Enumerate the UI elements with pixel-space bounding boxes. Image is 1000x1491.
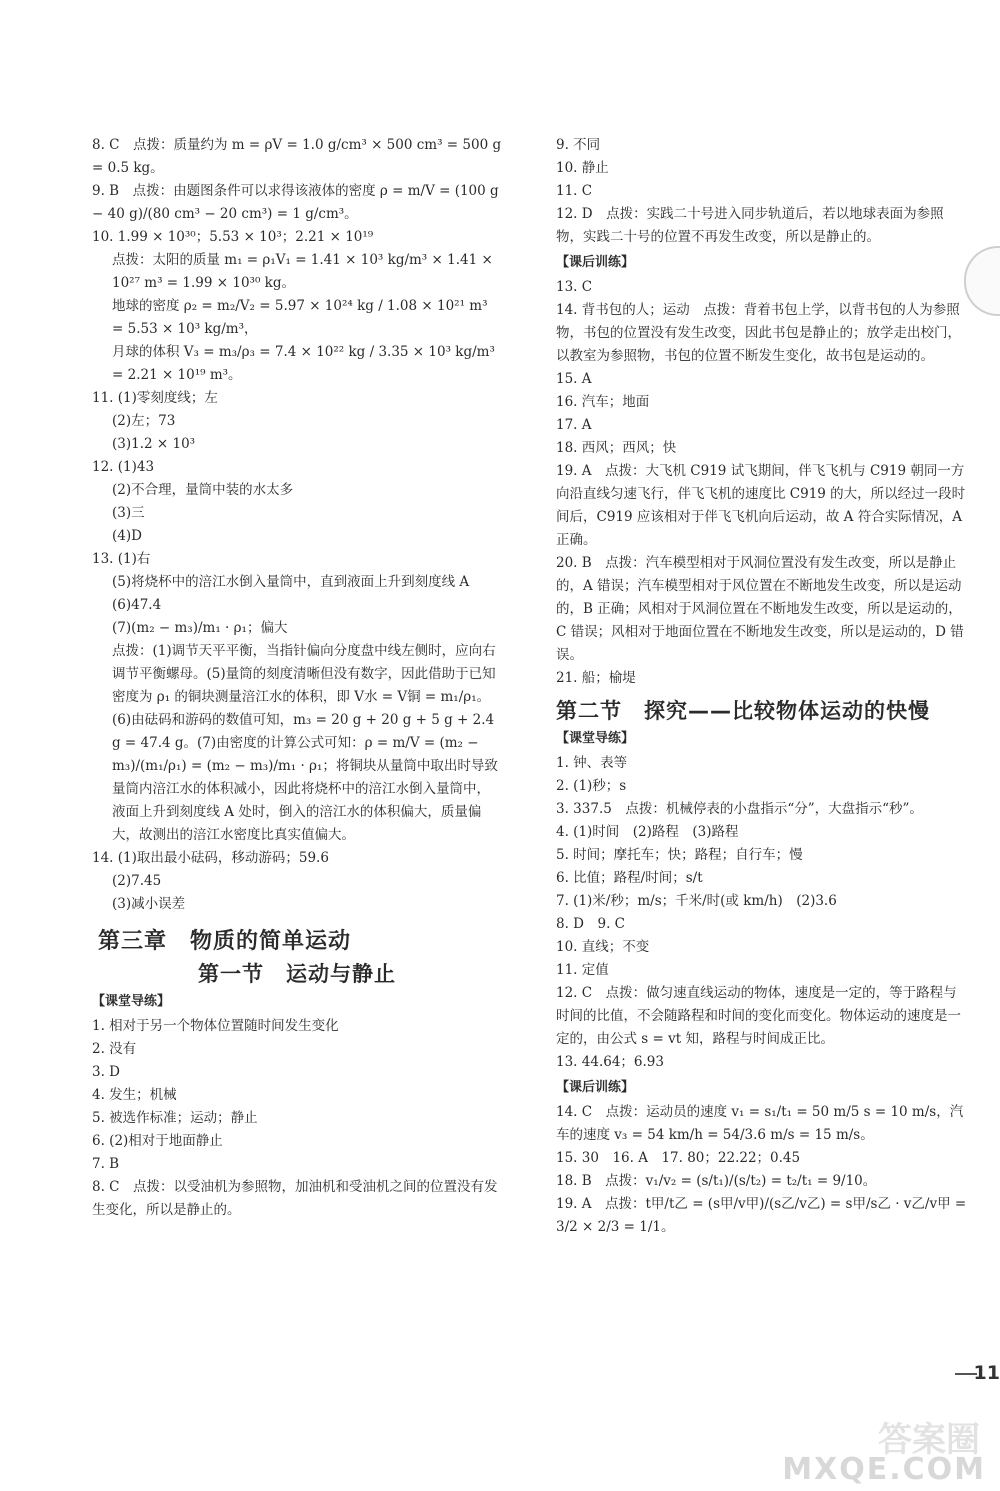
right-item-25: 11. 定值 [556, 962, 609, 978]
left-section-22: 第一节 运动与静止 [198, 962, 396, 986]
left-sub-15: (6)47.4 [112, 597, 162, 613]
left-item-13: 13. (1)右 [92, 551, 151, 567]
right-item-18: 3. 337.5 点拨：机械停表的小盘指示“分”，大盘指示“秒”。 [556, 801, 923, 817]
right-item-11: 19. A 点拨：大飞机 C919 试飞期间，伴飞飞机与 C919 朝同一方向沿直线匀速飞行，伴飞飞机的速度比 C919 的大，所以经过一段时间后，C919 应该相对于伴飞飞机向后运动，故 A 符合实际情况，A 正确。 [556, 463, 966, 548]
left-item-29: 6. (2)相对于地面静止 [92, 1133, 223, 1149]
left-item-27: 4. 发生；机械 [92, 1087, 177, 1103]
left-chapter-21: 第三章 物质的简单运动 [98, 929, 352, 954]
right-tag-15: 【课堂导练】 [556, 731, 635, 746]
left-item-6: 11. (1)零刻度线；左 [92, 390, 218, 406]
right-item-32: 19. A 点拨：t甲/t乙 = (s甲/v甲)/(s乙/v乙) = s甲/s乙 · v乙/v甲 = 3/2 × 2/3 = 1/1。 [556, 1196, 967, 1235]
right-tag-4: 【课后训练】 [556, 255, 635, 270]
right-item-0: 9. 不同 [556, 137, 601, 153]
right-item-23: 8. D 9. C [556, 916, 625, 932]
left-sub-14: (5)将烧杯中的涪江水倒入量筒中，直到液面上升到刻度线 A [112, 574, 470, 590]
left-sub-5: 月球的体积 V₃ = m₃/ρ₃ = 7.4 × 10²² kg / 3.35 × 10³ kg/m³ = 2.21 × 10¹⁹ m³。 [112, 344, 495, 383]
left-item-18: 14. (1)取出最小砝码，移动游码；59.6 [92, 850, 329, 866]
right-item-1: 10. 静止 [556, 160, 609, 176]
left-sub-16: (7)(m₂ − m₃)/m₁ · ρ₁；偏大 [112, 620, 288, 636]
right-item-9: 17. A [556, 417, 592, 433]
right-item-3: 12. D 点拨：实践二十号进入同步轨道后，若以地球表面为参照物，实践二十号的位置不再发生改变，所以是静止的。 [556, 206, 944, 245]
left-item-28: 5. 被选作标准；运动；静止 [92, 1110, 258, 1126]
right-item-24: 10. 直线；不变 [556, 939, 650, 955]
left-sub-17: 点拨：(1)调节天平平衡，当指针偏向分度盘中线左侧时，应向右调节平衡螺母。(5)量筒的刻度清晰但没有数字，因此借助于已知密度为 ρ₁ 的铜块测量涪江水的体积，即 V水 = V铜 = m₁/ρ₁。(6)由砝码和游码的数值可知，m₃ = 20 g + 20 g + 5 g + 2.4 g = 47.4 g。(7)由密度的计算公式可知：ρ = m/V = (m₂ − m₃)/(m₁/ρ₁) = (m₂ − m₃)/m₁ · ρ₁；将铜块从量筒中取出时导致量筒内涪江水的体积减小，因此将烧杯中的涪江水倒入量筒中，液面上升到刻度线 A 处时，倒入的涪江水的体积偏大，质量偏大，故测出的涪江水密度比真实值偏大。 [112, 643, 498, 843]
right-item-10: 18. 西风；西风；快 [556, 440, 677, 456]
left-sub-12: (4)D [112, 528, 142, 544]
right-item-19: 4. (1)时间 (2)路程 (3)路程 [556, 824, 739, 840]
left-sub-20: (3)减小误差 [112, 896, 186, 912]
right-item-5: 13. C [556, 279, 593, 295]
right-item-16: 1. 钟、表等 [556, 755, 628, 771]
right-item-30: 15. 30 16. A 17. 80；22.22；0.45 [556, 1150, 801, 1166]
left-tag-23: 【课堂导练】 [92, 994, 171, 1009]
right-item-20: 5. 时间；摩托车；快；路程；自行车；慢 [556, 847, 803, 863]
right-item-12: 20. B 点拨：汽车模型相对于风洞位置没有发生改变，所以是静止的，A 错误；汽车模型相对于风位置在不断地发生改变，所以是运动的，B 正确；风相对于风洞位置在不断地发生改变，所以是运动的，C 错误；风相对于地面位置在不断地发生改变，所以是运动的，D 错误。 [556, 555, 964, 663]
right-item-29: 14. C 点拨：运动员的速度 v₁ = s₁/t₁ = 50 m/5 s = 10 m/s，汽车的速度 v₃ = 54 km/h = 54/3.6 m/s = 15 m/s。 [556, 1104, 964, 1143]
right-item-7: 15. A [556, 371, 592, 387]
right-item-22: 7. (1)米/秒；m/s；千米/时(或 km/h) (2)3.6 [556, 893, 837, 909]
left-item-30: 7. B [92, 1156, 120, 1172]
left-sub-4: 地球的密度 ρ₂ = m₂/V₂ = 5.97 × 10²⁴ kg / 1.08 × 10²¹ m³ = 5.53 × 10³ kg/m³， [112, 298, 488, 337]
right-item-2: 11. C [556, 183, 593, 199]
left-sub-3: 点拨：太阳的质量 m₁ = ρ₁V₁ = 1.41 × 10³ kg/m³ × 1.41 × 10²⁷ m³ = 1.99 × 10³⁰ kg。 [112, 252, 493, 291]
right-item-31: 18. B 点拨：v₁/v₂ = (s/t₁)/(s/t₂) = t₂/t₁ = 9/10。 [556, 1173, 877, 1189]
right-item-26: 12. C 点拨：做匀速直线运动的物体，速度是一定的，等于路程与时间的比值，不会随路程和时间的变化而变化。物体运动的速度是一定的，由公式 s = vt 知，路程与时间成正比。 [556, 985, 961, 1047]
page-number: 11 [973, 1362, 1000, 1384]
left-item-0: 8. C 点拨：质量约为 m = ρV = 1.0 g/cm³ × 500 cm³ = 500 g = 0.5 kg。 [92, 137, 502, 176]
left-item-24: 1. 相对于另一个物体位置随时间发生变化 [92, 1018, 339, 1034]
right-item-8: 16. 汽车；地面 [556, 394, 650, 410]
left-sub-19: (2)7.45 [112, 873, 162, 889]
left-sub-11: (3)三 [112, 505, 145, 521]
left-item-1: 9. B 点拨：由题图条件可以求得该液体的密度 ρ = m/V = (100 g − 40 g)/(80 cm³ − 20 cm³) = 1 g/cm³。 [92, 183, 499, 222]
right-item-27: 13. 44.64；6.93 [556, 1054, 664, 1070]
left-column [92, 134, 502, 1222]
right-tag-28: 【课后训练】 [556, 1080, 635, 1095]
left-item-2: 10. 1.99 × 10³⁰；5.53 × 10³；2.21 × 10¹⁹ [92, 229, 374, 245]
watermark-logo: 答案圈 [878, 1420, 980, 1460]
right-item-13: 21. 船；榆堤 [556, 670, 636, 686]
watermark: MXQE.COM [782, 1452, 986, 1487]
right-section-14: 第二节 探究——比较物体运动的快慢 [556, 699, 930, 723]
right-column [556, 134, 968, 1239]
right-item-17: 2. (1)秒；s [556, 778, 627, 794]
left-item-9: 12. (1)43 [92, 459, 155, 475]
left-item-26: 3. D [92, 1064, 120, 1080]
left-sub-7: (2)左；73 [112, 413, 176, 429]
left-sub-8: (3)1.2 × 10³ [112, 436, 196, 452]
right-item-6: 14. 背书包的人；运动 点拨：背着书包上学，以背书包的人为参照物，书包的位置没有发生改变，因此书包是静止的；放学走出校门，以教室为参照物，书包的位置不断发生变化，故书包是运动的。 [556, 302, 961, 364]
page-edge-tab [964, 246, 1000, 316]
right-item-21: 6. 比值；路程/时间；s/t [556, 870, 703, 886]
left-item-31: 8. C 点拨：以受油机为参照物，加油机和受油机之间的位置没有发生变化，所以是静止的。 [92, 1179, 498, 1218]
left-sub-10: (2)不合理，量筒中装的水太多 [112, 482, 294, 498]
left-item-25: 2. 没有 [92, 1041, 137, 1057]
